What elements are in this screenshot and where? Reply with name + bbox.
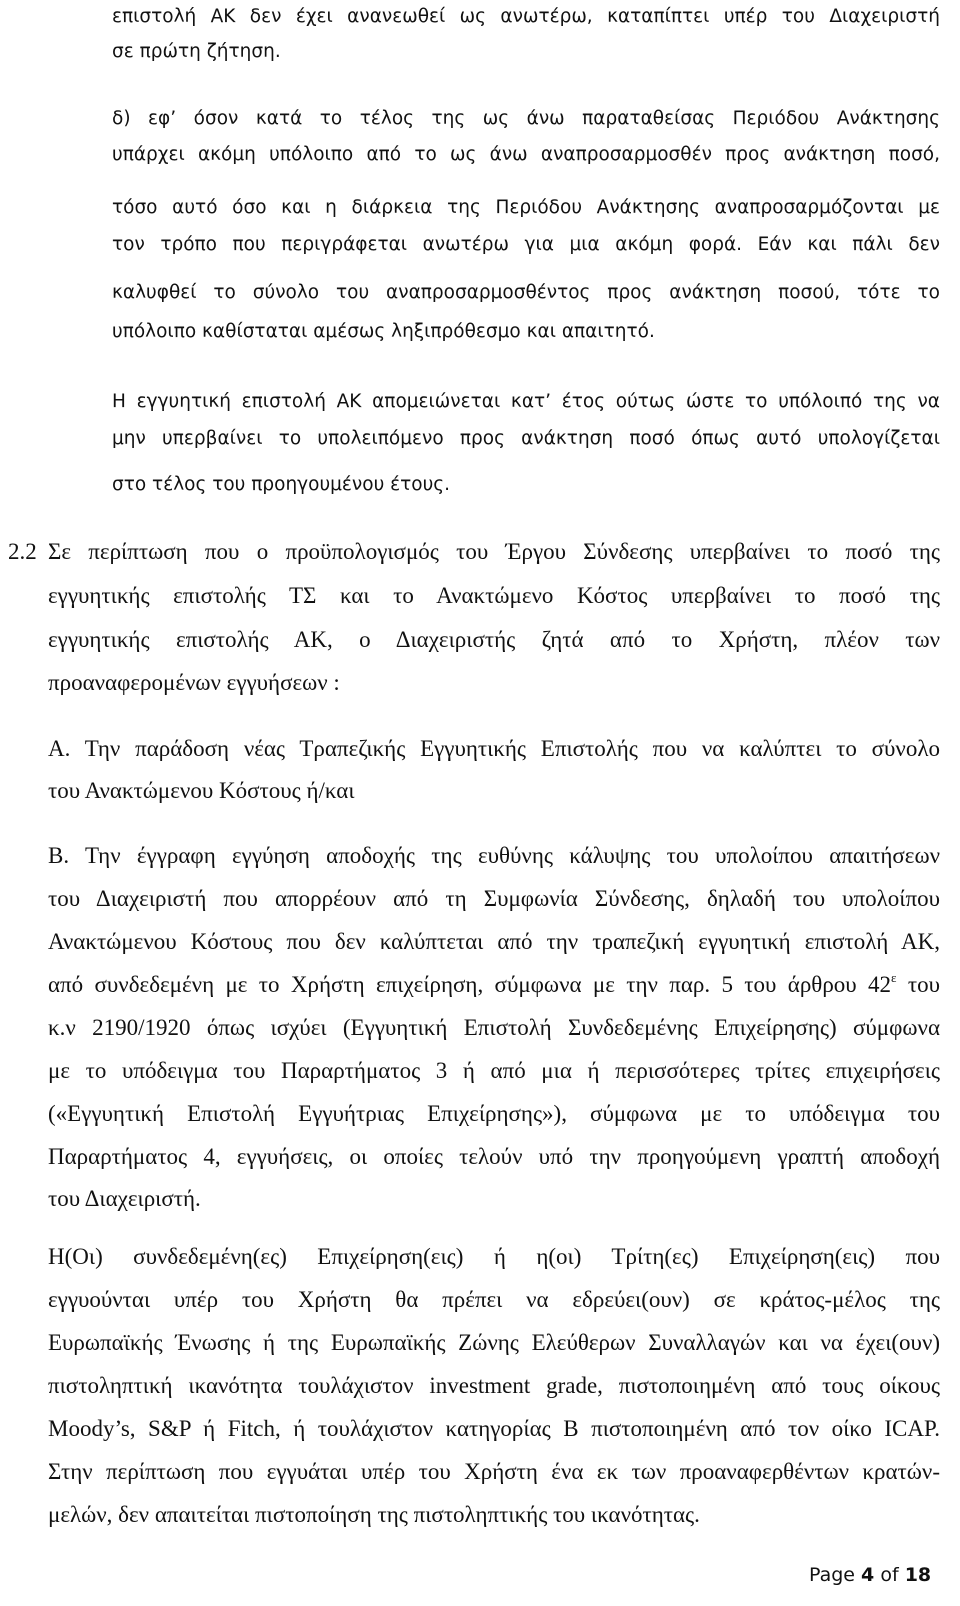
text-line: Ανακτώμενου Κόστους που δεν καλύπτεται από την τραπεζική εγγυητική επιστολή ΑΚ, [48, 929, 940, 954]
text-line: τόσο αυτό όσο και η διάρκεια της Περιόδου Ανάκτησης αναπροσαρμόζονται με [112, 197, 940, 218]
text-line: μην υπερβαίνει το υπολειπόμενο προς ανάκτηση ποσό όπως αυτό υπολογίζεται [112, 428, 940, 449]
text-line: στο τέλος του προηγουμένου έτους. [112, 474, 451, 495]
text-line: Ευρωπαϊκής Ένωσης ή της Ευρωπαϊκής Ζώνης Ελεύθερων Συναλλαγών και να έχει(ουν) [48, 1330, 940, 1355]
text-line: προαναφερομένων εγγυήσεων : [48, 670, 340, 695]
text-line: Η(Οι) συνδεδεμένη(ες) Επιχείρηση(εις) ή η(οι) Τρίτη(ες) Επιχείρηση(εις) που [48, 1244, 940, 1269]
text-line: Σε περίπτωση που ο προϋπολογισμός του Έργου Σύνδεσης υπερβαίνει το ποσό της [48, 539, 940, 564]
text-line: με το υπόδειγμα του Παραρτήματος 3 ή από μια ή περισσότερες τρίτες επιχειρήσεις [48, 1058, 940, 1083]
text-line: εγγυούνται υπέρ του Χρήστη θα πρέπει να εδρεύει(ουν) σε κράτος-μέλος της [48, 1287, 940, 1312]
text-line: του Διαχειριστή. [48, 1186, 201, 1211]
text-line: Α. Την παράδοση νέας Τραπεζικής Εγγυητικής Επιστολής που να καλύπτει το σύνολο [48, 736, 940, 761]
text-line: δ) εφ’ όσον κατά το τέλος της ως άνω παραταθείσας Περιόδου Ανάκτησης [112, 108, 940, 129]
text-line: καλυφθεί το σύνολο του αναπροσαρμοσθέντος προς ανάκτηση ποσού, τότε το [112, 282, 940, 303]
page-counter [809, 1564, 931, 1586]
text-line: υπόλοιπο καθίσταται αμέσως ληξιπρόθεσμο και απαιτητό. [112, 321, 655, 342]
text-line: επιστολή ΑΚ δεν έχει ανανεωθεί ως ανωτέρω, καταπίπτει υπέρ του Διαχειριστή [112, 6, 940, 27]
page-word: Page [809, 1564, 855, 1586]
text-line: πιστοληπτική ικανότητα τουλάχιστον investment grade, πιστοποιημένη από τους οίκους [48, 1373, 940, 1398]
text-line: εγγυητικής επιστολής ΤΣ και το Ανακτώμενο Κόστος υπερβαίνει το ποσό της [48, 583, 940, 608]
superscript: ε [891, 970, 897, 985]
text-line: Στην περίπτωση που εγγυάται υπέρ του Χρήστη ένα εκ των προαναφερθέντων κρατών- [48, 1459, 940, 1484]
text-segment: από συνδεδεμένη με το Χρήστη επιχείρηση, σύμφωνα με την παρ. 5 του άρθρου 42 [48, 972, 892, 997]
text-line: Παραρτήματος 4, εγγυήσεις, οι οποίες τελούν υπό την προηγούμενη γραπτή αποδοχή [48, 1144, 940, 1169]
text-line: του Ανακτώμενου Κόστους ή/και [48, 778, 355, 803]
text-line: σε πρώτη ζήτηση. [112, 41, 281, 62]
text-line: υπάρχει ακόμη υπόλοιπο από το ως άνω αναπροσαρμοσθέν προς ανάκτηση ποσό, [112, 144, 940, 165]
text-line: Β. Την έγγραφη εγγύηση αποδοχής της ευθύνης κάλυψης του υπολοίπου απαιτήσεων [48, 843, 940, 868]
total-pages: 18 [904, 1564, 932, 1586]
section-number: 2.2 [8, 539, 37, 564]
text-line: του Διαχειριστή που απορρέουν από τη Συμφωνία Σύνδεσης, δηλαδή του υπολοίπου [48, 886, 940, 911]
text-line: μελών, δεν απαιτείται πιστοποίηση της πιστοληπτικής του ικανότητας. [48, 1502, 700, 1527]
text-line [48, 972, 940, 998]
page-number: 4 [861, 1564, 875, 1586]
of-word: of [880, 1564, 899, 1586]
text-line: τον τρόπο που περιγράφεται ανωτέρω για μια ακόμη φορά. Εάν και πάλι δεν [112, 234, 940, 255]
text-line: εγγυητικής επιστολής ΑΚ, ο Διαχειριστής ζητά από το Χρήστη, πλέον των [48, 627, 940, 652]
text-line: κ.ν 2190/1920 όπως ισχύει (Εγγυητική Επιστολή Συνδεδεμένης Επιχείρησης) σύμφωνα [48, 1015, 940, 1040]
text-segment: του [896, 972, 940, 997]
text-line: («Εγγυητική Επιστολή Εγγυήτριας Επιχείρησης»), σύμφωνα με το υπόδειγμα του [48, 1101, 940, 1126]
text-line: Η εγγυητική επιστολή ΑΚ απομειώνεται κατ’ έτος ούτως ώστε το υπόλοιπό της να [112, 391, 940, 412]
text-line: Moody’s, S&P ή Fitch, ή τουλάχιστον κατηγορίας Β πιστοποιημένη από τον οίκο ICAP. [48, 1416, 940, 1441]
